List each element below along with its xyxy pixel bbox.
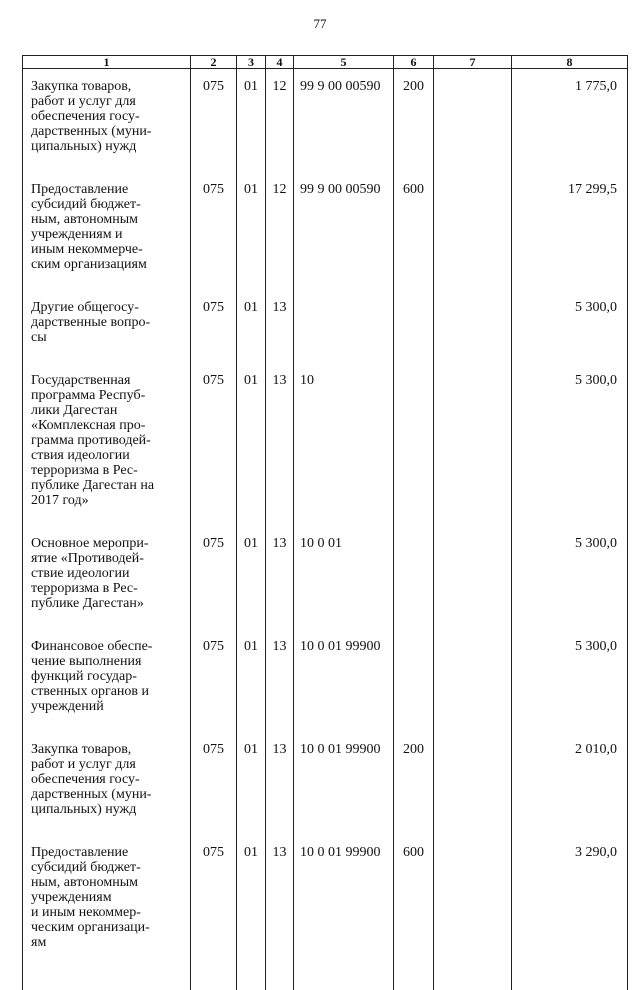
column-header-7: 7 <box>434 56 512 69</box>
ministry-code-cell: 075 <box>191 69 237 173</box>
target-article-cell: 10 <box>294 363 394 526</box>
row-name-line: 2017 год» <box>31 493 186 508</box>
subsection-code-cell: 12 <box>266 69 294 173</box>
row-name-line: терроризма в Рес- <box>31 581 186 596</box>
row-name-line: Закупка товаров, <box>31 742 186 757</box>
target-article-cell: 10 0 01 <box>294 526 394 629</box>
row-name-line: ципальных) нужд <box>31 139 186 154</box>
row-name-line: обеспечения госу- <box>31 772 186 787</box>
row-name-line: работ и услуг для <box>31 94 186 109</box>
filler-cell <box>512 968 628 990</box>
row-name-cell <box>23 732 191 835</box>
table-row <box>23 526 628 629</box>
expense-type-cell <box>394 290 434 363</box>
row-name-cell <box>23 835 191 968</box>
amount-cell: 5 300,0 <box>512 629 628 732</box>
subsection-code-cell: 13 <box>266 526 294 629</box>
column-7-cell <box>434 732 512 835</box>
target-article-cell: 99 9 00 00590 <box>294 172 394 290</box>
row-name-line: дарственные вопро- <box>31 315 186 330</box>
row-name-line: ствия идеологии <box>31 448 186 463</box>
budget-table <box>22 55 628 990</box>
column-7-cell <box>434 172 512 290</box>
row-name-cell <box>23 526 191 629</box>
row-name-cell <box>23 172 191 290</box>
expense-type-cell: 200 <box>394 732 434 835</box>
column-7-cell <box>434 629 512 732</box>
filler-cell <box>191 968 237 990</box>
row-name-line: иным некоммерче- <box>31 242 186 257</box>
table-row <box>23 835 628 968</box>
table-row <box>23 69 628 173</box>
column-7-cell <box>434 363 512 526</box>
table-body <box>23 69 628 990</box>
row-name-line: ческим организаци- <box>31 920 186 935</box>
target-article-cell <box>294 290 394 363</box>
row-name-line: программа Респуб- <box>31 388 186 403</box>
section-code-cell: 01 <box>237 172 266 290</box>
subsection-code-cell: 13 <box>266 290 294 363</box>
row-name-cell <box>23 629 191 732</box>
column-header-2: 2 <box>191 56 237 69</box>
row-name-line: функций государ- <box>31 669 186 684</box>
row-name-line: обеспечения госу- <box>31 109 186 124</box>
column-header-6: 6 <box>394 56 434 69</box>
row-name-line: «Комплексная про- <box>31 418 186 433</box>
ministry-code-cell: 075 <box>191 290 237 363</box>
target-article-cell: 10 0 01 99900 <box>294 629 394 732</box>
amount-cell: 5 300,0 <box>512 363 628 526</box>
expense-type-cell: 600 <box>394 172 434 290</box>
column-7-cell <box>434 290 512 363</box>
filler-cell <box>237 968 266 990</box>
row-name-line: ствие идеологии <box>31 566 186 581</box>
subsection-code-cell: 13 <box>266 363 294 526</box>
expense-type-cell <box>394 629 434 732</box>
ministry-code-cell: 075 <box>191 363 237 526</box>
column-7-cell <box>434 526 512 629</box>
section-code-cell: 01 <box>237 526 266 629</box>
row-name-line: работ и услуг для <box>31 757 186 772</box>
row-name-line: ятие «Противодей- <box>31 551 186 566</box>
column-7-cell <box>434 835 512 968</box>
header-row <box>23 56 628 69</box>
row-name-line: ям <box>31 935 186 950</box>
amount-cell: 2 010,0 <box>512 732 628 835</box>
column-header-8: 8 <box>512 56 628 69</box>
column-header-4: 4 <box>266 56 294 69</box>
table-row <box>23 732 628 835</box>
target-article-cell: 10 0 01 99900 <box>294 835 394 968</box>
row-name-line: Предоставление <box>31 182 186 197</box>
target-article-cell: 99 9 00 00590 <box>294 69 394 173</box>
row-name-line: субсидий бюджет- <box>31 197 186 212</box>
expense-type-cell: 600 <box>394 835 434 968</box>
filler-cell <box>394 968 434 990</box>
filler-cell <box>266 968 294 990</box>
expense-type-cell <box>394 363 434 526</box>
row-name-line: учреждений <box>31 699 186 714</box>
subsection-code-cell: 12 <box>266 172 294 290</box>
row-name-line: субсидий бюджет- <box>31 860 186 875</box>
subsection-code-cell: 13 <box>266 835 294 968</box>
target-article-cell: 10 0 01 99900 <box>294 732 394 835</box>
section-code-cell: 01 <box>237 290 266 363</box>
row-name-line: и иным некоммер- <box>31 905 186 920</box>
row-name-line: грамма противодей- <box>31 433 186 448</box>
filler-cell <box>434 968 512 990</box>
page-number: 77 <box>0 16 640 32</box>
row-name-line: Основное меропри- <box>31 536 186 551</box>
ministry-code-cell: 075 <box>191 172 237 290</box>
section-code-cell: 01 <box>237 732 266 835</box>
row-name-line: публике Дагестан» <box>31 596 186 611</box>
row-name-line: Закупка товаров, <box>31 79 186 94</box>
section-code-cell: 01 <box>237 629 266 732</box>
column-header-5: 5 <box>294 56 394 69</box>
expense-type-cell: 200 <box>394 69 434 173</box>
row-name-line: ским организациям <box>31 257 186 272</box>
row-name-line: ным, автономным <box>31 875 186 890</box>
row-name-line: учреждениям и <box>31 227 186 242</box>
row-name-cell <box>23 290 191 363</box>
filler-cell <box>294 968 394 990</box>
row-name-line: лики Дагестан <box>31 403 186 418</box>
row-name-line: ным, автономным <box>31 212 186 227</box>
section-code-cell: 01 <box>237 363 266 526</box>
amount-cell: 5 300,0 <box>512 290 628 363</box>
filler-cell <box>23 968 191 990</box>
ministry-code-cell: 075 <box>191 732 237 835</box>
ministry-code-cell: 075 <box>191 629 237 732</box>
row-name-line: дарственных (муни- <box>31 787 186 802</box>
row-name-line: Предоставление <box>31 845 186 860</box>
row-name-line: ственных органов и <box>31 684 186 699</box>
expense-type-cell <box>394 526 434 629</box>
row-name-cell <box>23 363 191 526</box>
table-row <box>23 363 628 526</box>
row-name-line: учреждениям <box>31 890 186 905</box>
row-name-line: публике Дагестан на <box>31 478 186 493</box>
table-row <box>23 172 628 290</box>
row-name-cell <box>23 69 191 173</box>
row-name-line: чение выполнения <box>31 654 186 669</box>
subsection-code-cell: 13 <box>266 732 294 835</box>
row-name-line: терроризма в Рес- <box>31 463 186 478</box>
column-header-3: 3 <box>237 56 266 69</box>
row-name-line: ципальных) нужд <box>31 802 186 817</box>
row-name-line: Финансовое обеспе- <box>31 639 186 654</box>
amount-cell: 1 775,0 <box>512 69 628 173</box>
table-filler-row <box>23 968 628 990</box>
row-name-line: сы <box>31 330 186 345</box>
row-name-line: дарственных (муни- <box>31 124 186 139</box>
table-row <box>23 629 628 732</box>
row-name-line: Государственная <box>31 373 186 388</box>
ministry-code-cell: 075 <box>191 526 237 629</box>
row-name-line: Другие общегосу- <box>31 300 186 315</box>
amount-cell: 17 299,5 <box>512 172 628 290</box>
amount-cell: 5 300,0 <box>512 526 628 629</box>
column-7-cell <box>434 69 512 173</box>
column-header-1: 1 <box>23 56 191 69</box>
ministry-code-cell: 075 <box>191 835 237 968</box>
subsection-code-cell: 13 <box>266 629 294 732</box>
section-code-cell: 01 <box>237 69 266 173</box>
amount-cell: 3 290,0 <box>512 835 628 968</box>
section-code-cell: 01 <box>237 835 266 968</box>
table-row <box>23 290 628 363</box>
